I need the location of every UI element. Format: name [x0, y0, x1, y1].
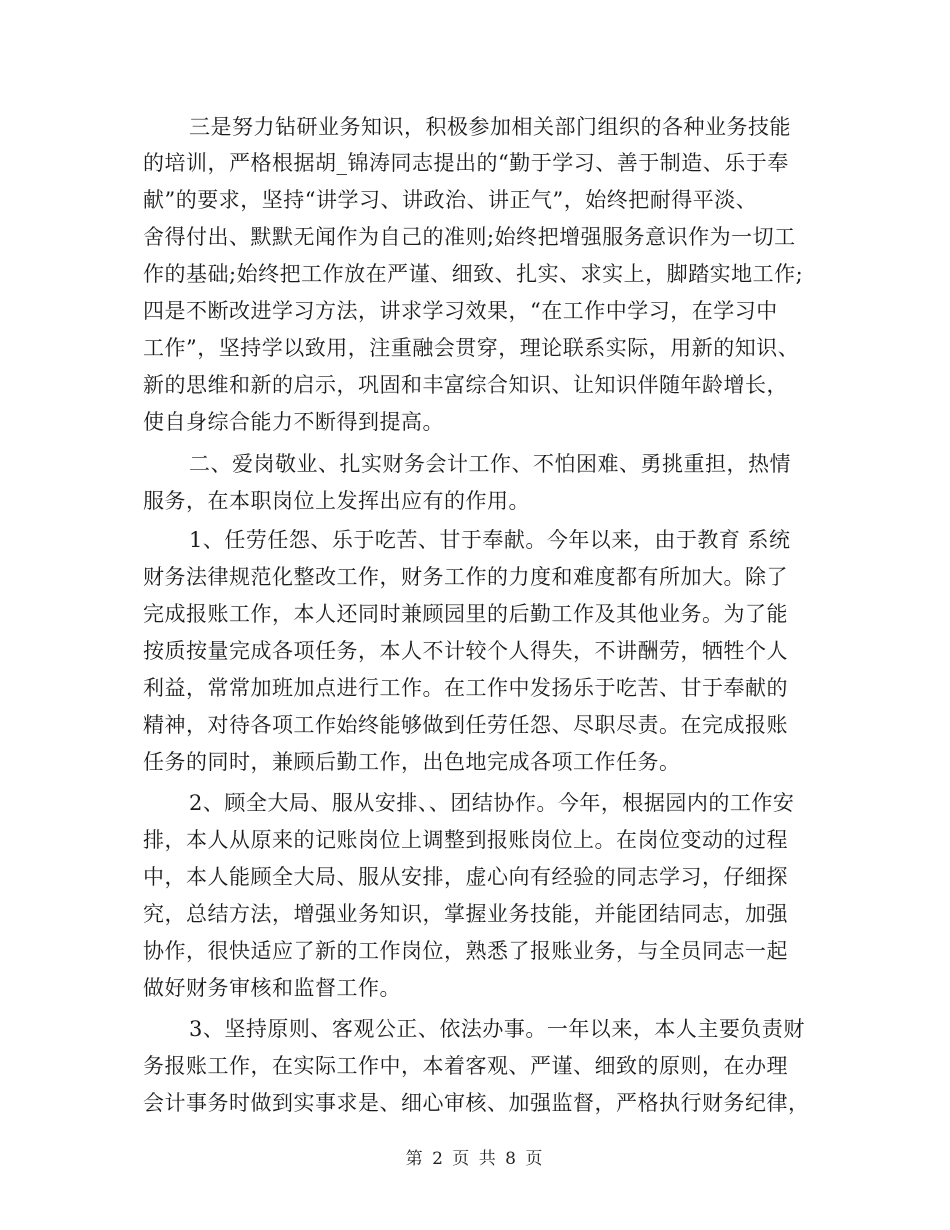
- text-line: 务报账工作，在实际工作中，本着客观、严谨、细致的原则，在办理: [143, 1054, 788, 1078]
- text-line: 服务，在本职岗位上发挥出应有的作用。: [143, 489, 530, 513]
- text-line: 2、顾全大局、服从安排、、团结协作。今年，根据园内的工作安: [189, 791, 795, 815]
- text-line: 使自身综合能力不断得到提高。: [143, 410, 444, 434]
- text-line: 利益，常常加班加点进行工作。在工作中发扬乐于吃苦、甘于奉献的: [143, 676, 788, 700]
- text-line: 协作，很快适应了新的工作岗位，熟悉了报账业务，与全员同志一起: [143, 939, 788, 963]
- text-line: 中，本人能顾全大局、服从安排，虚心向有经验的同志学习，仔细探: [143, 865, 788, 889]
- text-line: 做好财务审核和监督工作。: [143, 976, 401, 1000]
- text-line: 究，总结方法，增强业务知识，掌握业务技能，并能团结同志，加强: [143, 902, 788, 926]
- text-line: 献”的要求，坚持“讲学习、讲政治、讲正气”，始终把耐得平淡、: [143, 188, 758, 212]
- text-line: 排，本人从原来的记账岗位上调整到报账岗位上。在岗位变动的过程: [143, 828, 788, 852]
- text-line: 任务的同时，兼顾后勤工作，出色地完成各项工作任务。: [143, 750, 681, 774]
- text-line: 新的思维和新的启示，巩固和丰富综合知识、让知识伴随年龄增长，: [143, 373, 788, 397]
- page-number-footer: 第 2 页 共 8 页: [405, 1149, 545, 1169]
- text-line: 财务法律规范化整改工作，财务工作的力度和难度都有所加大。除了: [143, 565, 788, 589]
- text-line: 的培训，严格根据胡_锦涛同志提出的“勤于学习、善于制造、乐于奉: [143, 151, 789, 175]
- text-line: 完成报账工作，本人还同时兼顾园里的后勤工作及其他业务。为了能: [143, 602, 788, 626]
- text-line: 作的基础;始终把工作放在严谨、细致、扎实、求实上，脚踏实地工作;: [143, 262, 804, 286]
- text-line: 3、坚持原则、客观公正、依法办事。一年以来，本人主要负责财: [189, 1017, 805, 1041]
- section-heading: 二、爱岗敬业、扎实财务会计工作、不怕困难、勇挑重担，热情: [189, 452, 791, 476]
- text-line: 会计事务时做到实事求是、细心审核、加强监督，严格执行财务纪律，: [143, 1091, 810, 1115]
- text-line: 精神，对待各项工作始终能够做到任劳任怨、尽职尽责。在完成报账: [143, 713, 788, 737]
- text-line: 舍得付出、默默无闻作为自己的准则;始终把增强服务意识作为一切工: [143, 225, 796, 249]
- text-line: 按质按量完成各项任务，本人不计较个人得失，不讲酬劳，牺牲个人: [143, 639, 788, 663]
- text-line: 三是努力钻研业务知识，积极参加相关部门组织的各种业务技能: [189, 115, 791, 139]
- text-line: 四是不断改进学习方法，讲求学习效果，“在工作中学习，在学习中: [143, 299, 778, 323]
- text-line: 1、任劳任怨、乐于吃苦、甘于奉献。今年以来，由于教育 系统: [189, 528, 791, 552]
- text-line: 工作”，坚持学以致用，注重融会贯穿，理论联系实际，用新的知识、: [143, 336, 800, 360]
